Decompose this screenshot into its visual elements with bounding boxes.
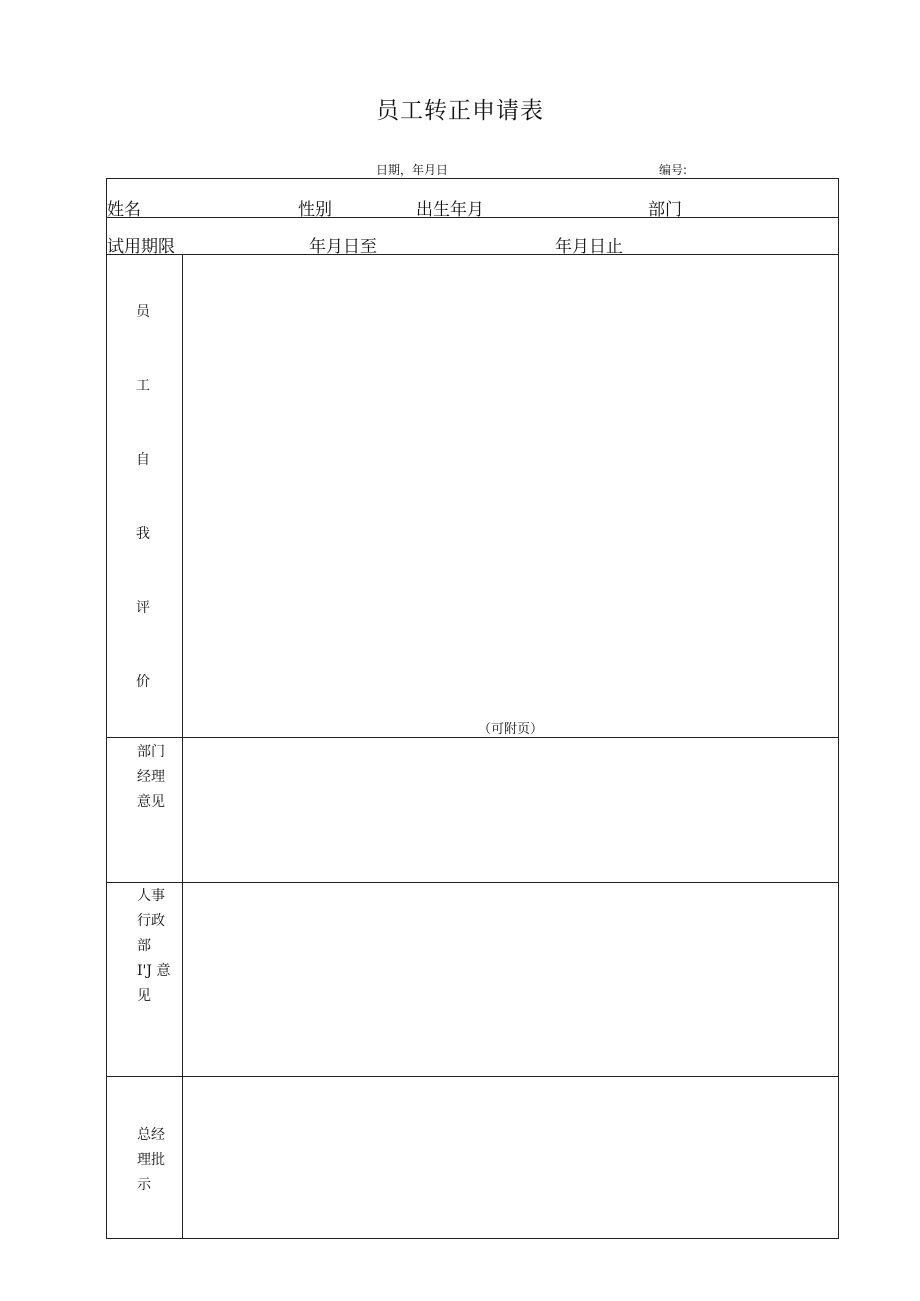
label-line: 总经: [137, 1127, 165, 1143]
table-border-right: [838, 178, 839, 1239]
date-field: 日期，年月日: [376, 163, 449, 177]
self-eval-label-char: 价: [136, 674, 150, 690]
hr-admin-opinion-area[interactable]: [183, 883, 838, 1076]
self-evaluation-area[interactable]: [183, 255, 838, 737]
label-line: 部: [137, 938, 151, 954]
hr-admin-opinion-label: [137, 884, 170, 1009]
probation-period-label: 试用期限: [107, 237, 175, 257]
self-eval-label-char: 评: [136, 600, 150, 616]
self-eval-label-char: 自: [136, 452, 150, 468]
attachment-note: （可附页）: [478, 722, 544, 737]
label-line: 示: [137, 1177, 151, 1193]
label-line: 意见: [137, 794, 165, 810]
dept-manager-opinion-label: [137, 740, 165, 815]
label-line: 行政: [137, 913, 165, 929]
period-end-label: 年月日止: [555, 237, 623, 257]
self-eval-label-char: 员: [136, 304, 150, 320]
page-title: 员工转正申请表: [376, 98, 544, 124]
gender-label: 性别: [298, 200, 332, 220]
self-eval-label-char: 我: [136, 526, 150, 542]
dept-manager-opinion-area[interactable]: [183, 738, 838, 882]
label-line: 部门: [137, 744, 165, 760]
label-line: 理批: [137, 1152, 165, 1168]
general-manager-approval-area[interactable]: [183, 1077, 838, 1238]
department-label: 部门: [648, 200, 682, 220]
birth-label: 出生年月: [416, 200, 484, 220]
name-label: 姓名: [107, 200, 141, 220]
period-start-label: 年月日至: [309, 237, 377, 257]
table-border-top: [106, 178, 839, 179]
label-line: 经理: [137, 769, 165, 785]
form-number-field: 编号:: [659, 163, 688, 177]
table-border-bottom: [106, 1238, 839, 1239]
table-border-left: [106, 178, 107, 1239]
label-line: 见: [137, 988, 151, 1004]
general-manager-approval-label: [137, 1123, 165, 1198]
label-line: I'J 意: [137, 963, 171, 979]
label-line: 人事: [137, 888, 165, 904]
self-eval-label-char: 工: [136, 378, 150, 394]
